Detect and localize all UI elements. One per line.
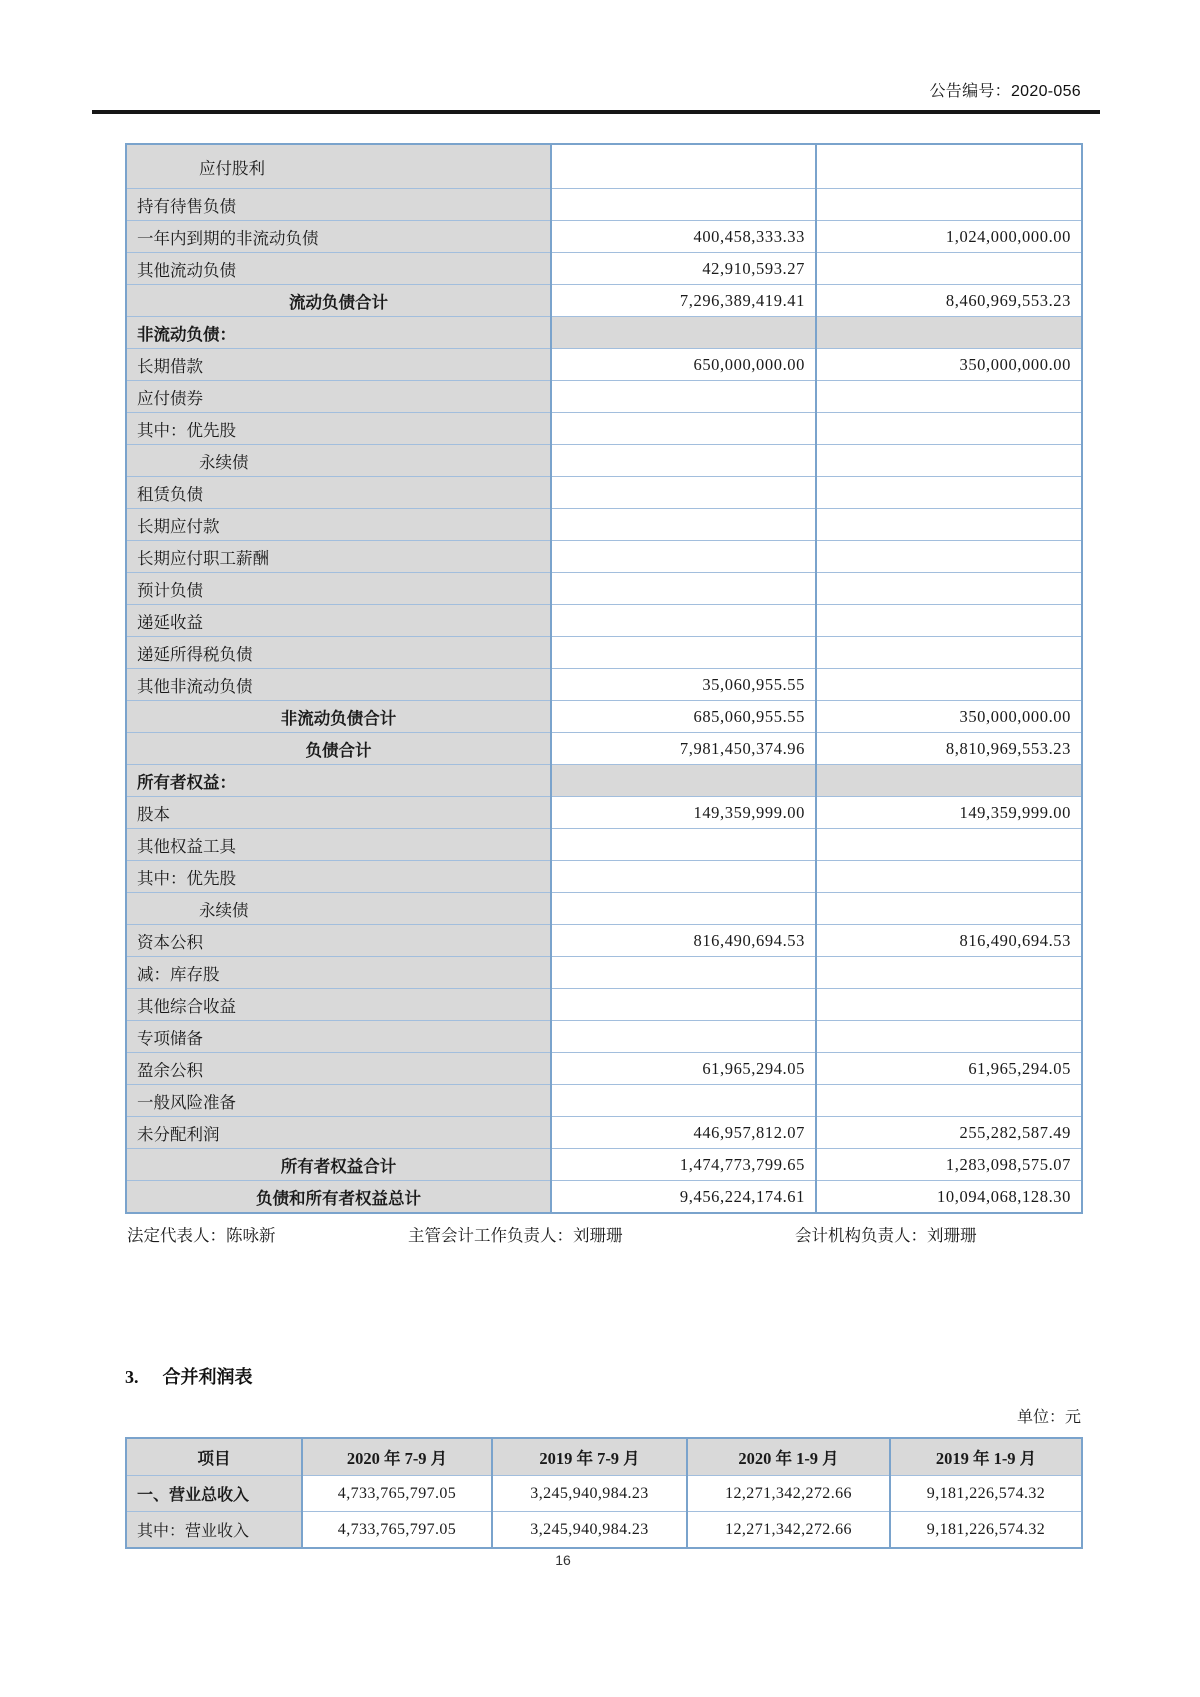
value-cell-current-period xyxy=(551,605,816,637)
row-label-cell: 应付股利 xyxy=(126,144,551,189)
value-cell-prior-period: 8,460,969,553.23 xyxy=(816,285,1082,317)
section-title: 合并利润表 xyxy=(162,1367,253,1387)
balance-sheet-row xyxy=(126,957,1082,989)
value-cell-current-period: 61,965,294.05 xyxy=(551,1053,816,1085)
value-cell-current-period xyxy=(551,144,816,189)
value-cell: 9,181,226,574.32 xyxy=(890,1476,1082,1512)
balance-sheet-row xyxy=(126,1117,1082,1149)
unit-label: 单位：元 xyxy=(1016,1409,1081,1426)
value-cell-current-period: 7,981,450,374.96 xyxy=(551,733,816,765)
balance-sheet-row xyxy=(126,637,1082,669)
balance-sheet-row xyxy=(126,221,1082,253)
value-cell: 3,245,940,984.23 xyxy=(492,1512,687,1549)
section-heading xyxy=(125,1363,253,1389)
value-cell-current-period xyxy=(551,541,816,573)
chief-accountant-label: 主管会计工作负责人：刘珊珊 xyxy=(408,1226,623,1245)
value-cell-prior-period: 1,024,000,000.00 xyxy=(816,221,1082,253)
value-cell-current-period xyxy=(551,893,816,925)
balance-sheet-row xyxy=(126,285,1082,317)
column-header-cell: 2020 年 1-9 月 xyxy=(687,1438,890,1476)
row-label-cell: 流动负债合计 xyxy=(126,285,551,317)
value-cell-current-period xyxy=(551,381,816,413)
value-cell-current-period xyxy=(551,765,816,797)
value-cell-current-period xyxy=(551,189,816,221)
value-cell-prior-period xyxy=(816,989,1082,1021)
value-cell-current-period xyxy=(551,957,816,989)
value-cell-current-period xyxy=(551,413,816,445)
value-cell-current-period: 400,458,333.33 xyxy=(551,221,816,253)
row-label-cell: 资本公积 xyxy=(126,925,551,957)
balance-sheet-row xyxy=(126,605,1082,637)
value-cell-current-period: 685,060,955.55 xyxy=(551,701,816,733)
header-rule xyxy=(92,110,1100,114)
balance-sheet-row xyxy=(126,477,1082,509)
value-cell-current-period xyxy=(551,1085,816,1117)
balance-sheet-row xyxy=(126,1085,1082,1117)
page-number: 16 xyxy=(555,1552,571,1568)
column-header-cell: 2019 年 1-9 月 xyxy=(890,1438,1082,1476)
value-cell: 4,733,765,797.05 xyxy=(302,1476,492,1512)
balance-sheet-row xyxy=(126,893,1082,925)
balance-sheet-row xyxy=(126,1053,1082,1085)
row-label-cell: 长期应付款 xyxy=(126,509,551,541)
balance-sheet-row xyxy=(126,381,1082,413)
balance-sheet-row xyxy=(126,797,1082,829)
balance-sheet-row xyxy=(126,349,1082,381)
balance-sheet-row xyxy=(126,144,1082,189)
value-cell-current-period: 446,957,812.07 xyxy=(551,1117,816,1149)
row-label-cell: 未分配利润 xyxy=(126,1117,551,1149)
value-cell-prior-period xyxy=(816,765,1082,797)
value-cell-prior-period xyxy=(816,861,1082,893)
value-cell-prior-period xyxy=(816,509,1082,541)
balance-sheet-row xyxy=(126,1181,1082,1214)
value-cell-prior-period: 61,965,294.05 xyxy=(816,1053,1082,1085)
balance-sheet-row xyxy=(126,1021,1082,1053)
row-label-cell: 所有者权益： xyxy=(126,765,551,797)
value-cell-current-period: 42,910,593.27 xyxy=(551,253,816,285)
value-cell-prior-period: 255,282,587.49 xyxy=(816,1117,1082,1149)
row-label-cell: 盈余公积 xyxy=(126,1053,551,1085)
value-cell: 4,733,765,797.05 xyxy=(302,1512,492,1549)
balance-sheet-row xyxy=(126,317,1082,349)
row-label-cell: 一、营业总收入 xyxy=(126,1476,302,1512)
value-cell-prior-period xyxy=(816,1085,1082,1117)
value-cell-prior-period xyxy=(816,381,1082,413)
value-cell-current-period xyxy=(551,637,816,669)
value-cell-current-period xyxy=(551,509,816,541)
balance-sheet-row xyxy=(126,573,1082,605)
value-cell-prior-period xyxy=(816,253,1082,285)
row-label-cell: 负债合计 xyxy=(126,733,551,765)
value-cell-prior-period xyxy=(816,1021,1082,1053)
row-label-cell: 非流动负债： xyxy=(126,317,551,349)
income-statement-row xyxy=(126,1476,1082,1512)
value-cell-prior-period: 350,000,000.00 xyxy=(816,701,1082,733)
value-cell: 12,271,342,272.66 xyxy=(687,1476,890,1512)
row-label-cell: 递延收益 xyxy=(126,605,551,637)
value-cell-current-period xyxy=(551,317,816,349)
balance-sheet-row xyxy=(126,765,1082,797)
value-cell-prior-period: 816,490,694.53 xyxy=(816,925,1082,957)
value-cell-current-period: 816,490,694.53 xyxy=(551,925,816,957)
value-cell: 9,181,226,574.32 xyxy=(890,1512,1082,1549)
row-label-cell: 负债和所有者权益总计 xyxy=(126,1181,551,1214)
balance-sheet-row xyxy=(126,925,1082,957)
value-cell: 3,245,940,984.23 xyxy=(492,1476,687,1512)
value-cell-current-period xyxy=(551,445,816,477)
value-cell-current-period: 9,456,224,174.61 xyxy=(551,1181,816,1214)
legal-representative-label: 法定代表人：陈咏新 xyxy=(127,1226,276,1245)
row-label-cell: 其他非流动负债 xyxy=(126,669,551,701)
row-label-cell: 所有者权益合计 xyxy=(126,1149,551,1181)
row-label-cell: 股本 xyxy=(126,797,551,829)
row-label-cell: 其中：优先股 xyxy=(126,413,551,445)
value-cell-prior-period xyxy=(816,829,1082,861)
value-cell-prior-period xyxy=(816,573,1082,605)
value-cell-prior-period xyxy=(816,413,1082,445)
column-header-cell: 项目 xyxy=(126,1438,302,1476)
row-label-cell: 应付债券 xyxy=(126,381,551,413)
value-cell-prior-period xyxy=(816,144,1082,189)
income-statement-header-row xyxy=(126,1438,1082,1476)
value-cell-prior-period xyxy=(816,637,1082,669)
balance-sheet-row xyxy=(126,189,1082,221)
value-cell-prior-period: 1,283,098,575.07 xyxy=(816,1149,1082,1181)
value-cell: 12,271,342,272.66 xyxy=(687,1512,890,1549)
value-cell-prior-period: 149,359,999.00 xyxy=(816,797,1082,829)
value-cell-current-period xyxy=(551,573,816,605)
value-cell-current-period: 7,296,389,419.41 xyxy=(551,285,816,317)
row-label-cell: 其中：优先股 xyxy=(126,861,551,893)
row-label-cell: 长期借款 xyxy=(126,349,551,381)
balance-sheet-row xyxy=(126,989,1082,1021)
row-label-cell: 专项储备 xyxy=(126,1021,551,1053)
row-label-cell: 非流动负债合计 xyxy=(126,701,551,733)
doc-number: 公告编号：2020-056 xyxy=(929,83,1081,100)
value-cell-prior-period xyxy=(816,893,1082,925)
value-cell-current-period xyxy=(551,829,816,861)
balance-sheet-row xyxy=(126,733,1082,765)
value-cell-prior-period xyxy=(816,445,1082,477)
balance-sheet-row xyxy=(126,861,1082,893)
balance-sheet-row xyxy=(126,829,1082,861)
value-cell-prior-period xyxy=(816,957,1082,989)
value-cell-prior-period: 350,000,000.00 xyxy=(816,349,1082,381)
value-cell-prior-period xyxy=(816,605,1082,637)
balance-sheet-row xyxy=(126,253,1082,285)
balance-sheet-row xyxy=(126,541,1082,573)
row-label-cell: 持有待售负债 xyxy=(126,189,551,221)
accounting-dept-head-label: 会计机构负责人：刘珊珊 xyxy=(795,1226,977,1245)
value-cell-current-period xyxy=(551,861,816,893)
value-cell-prior-period: 10,094,068,128.30 xyxy=(816,1181,1082,1214)
row-label-cell: 其中：营业收入 xyxy=(126,1512,302,1549)
row-label-cell: 递延所得税负债 xyxy=(126,637,551,669)
row-label-cell: 一般风险准备 xyxy=(126,1085,551,1117)
row-label-cell: 一年内到期的非流动负债 xyxy=(126,221,551,253)
row-label-cell: 其他权益工具 xyxy=(126,829,551,861)
value-cell-prior-period: 8,810,969,553.23 xyxy=(816,733,1082,765)
balance-sheet-row xyxy=(126,413,1082,445)
value-cell-current-period: 149,359,999.00 xyxy=(551,797,816,829)
value-cell-current-period xyxy=(551,989,816,1021)
value-cell-prior-period xyxy=(816,477,1082,509)
income-statement-row xyxy=(126,1512,1082,1549)
value-cell-current-period: 1,474,773,799.65 xyxy=(551,1149,816,1181)
value-cell-current-period xyxy=(551,477,816,509)
signature-line xyxy=(125,1222,1081,1246)
row-label-cell: 长期应付职工薪酬 xyxy=(126,541,551,573)
value-cell-current-period xyxy=(551,1021,816,1053)
value-cell-prior-period xyxy=(816,541,1082,573)
row-label-cell: 租赁负债 xyxy=(126,477,551,509)
row-label-cell: 其他流动负债 xyxy=(126,253,551,285)
column-header-cell: 2020 年 7-9 月 xyxy=(302,1438,492,1476)
balance-sheet-row xyxy=(126,509,1082,541)
value-cell-current-period: 35,060,955.55 xyxy=(551,669,816,701)
balance-sheet-row xyxy=(126,445,1082,477)
row-label-cell: 减：库存股 xyxy=(126,957,551,989)
column-header-cell: 2019 年 7-9 月 xyxy=(492,1438,687,1476)
value-cell-current-period: 650,000,000.00 xyxy=(551,349,816,381)
row-label-cell: 永续债 xyxy=(126,893,551,925)
section-number: 3. xyxy=(125,1367,139,1387)
row-label-cell: 预计负债 xyxy=(126,573,551,605)
balance-sheet-table xyxy=(125,143,1083,1214)
balance-sheet-row xyxy=(126,669,1082,701)
value-cell-prior-period xyxy=(816,669,1082,701)
value-cell-prior-period xyxy=(816,189,1082,221)
row-label-cell: 其他综合收益 xyxy=(126,989,551,1021)
value-cell-prior-period xyxy=(816,317,1082,349)
row-label-cell: 永续债 xyxy=(126,445,551,477)
balance-sheet-row xyxy=(126,701,1082,733)
income-statement-table xyxy=(125,1437,1083,1549)
balance-sheet-row xyxy=(126,1149,1082,1181)
